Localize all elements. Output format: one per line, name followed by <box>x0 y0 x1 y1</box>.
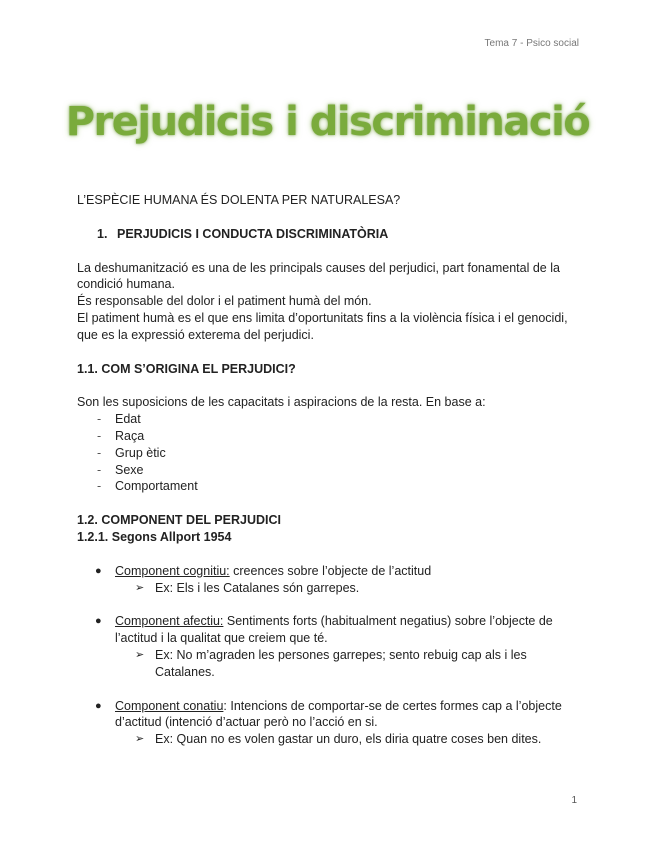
list-item <box>77 462 582 479</box>
list-item <box>77 411 582 428</box>
arrow-icon: ➢ <box>135 648 145 661</box>
component-example <box>135 580 582 597</box>
dash-marker: - <box>97 445 102 460</box>
component-bullet <box>77 698 582 732</box>
dash-marker: - <box>97 462 102 477</box>
page-title: Prejudicis i discriminació <box>65 99 590 145</box>
section-1-1-text: Son les suposicions de les capacitats i aspiracions de la resta. En base a: <box>77 395 486 410</box>
component-text: Sentiments forts (habitualment negatius) sobre l’objecte de l’actitud i la qualitat que creiem que té. <box>115 614 553 646</box>
bullet-icon: ● <box>95 615 102 628</box>
dash-marker: - <box>97 412 102 427</box>
list-item-text: Edat <box>115 412 141 427</box>
question-line: L’ESPÈCIE HUMANA ÉS DOLENTA PER NATURALESA? <box>77 193 401 207</box>
component-label: Component cognitiu: <box>115 563 230 578</box>
list-item-text: Sexe <box>115 462 144 477</box>
component-label: Component afectiu: <box>115 614 224 629</box>
intro-paragraph <box>77 260 582 344</box>
component-label: Component conatiu <box>115 698 224 713</box>
section-1-title: PERJUDICIS I CONDUCTA DISCRIMINATÒRIA <box>117 226 389 241</box>
section-1-2-1-heading: 1.2.1. Segons Allport 1954 <box>77 529 232 544</box>
bullet-icon: ● <box>95 699 102 712</box>
list-item-text: Raça <box>115 428 145 443</box>
section-1-2-heading: 1.2. COMPONENT DEL PERJUDICI <box>77 513 281 528</box>
component-example <box>135 647 582 681</box>
list-item-text: Comportament <box>115 479 198 494</box>
document-body <box>77 192 582 748</box>
component-bullet <box>77 613 582 647</box>
bullet-icon: ● <box>95 564 102 577</box>
list-item <box>77 445 582 462</box>
component-example <box>135 731 582 748</box>
section-1-number: 1. <box>97 226 108 241</box>
list-item <box>77 428 582 445</box>
list-item <box>77 478 582 495</box>
arrow-icon: ➢ <box>135 733 145 746</box>
component-text: : Intencions de comportar-se de certes formes cap a l’objecte d’actitud (intenció d’actuar però no l’acció en si. <box>115 698 562 730</box>
example-text: Ex: No m’agraden les persones garrepes; sento rebuig cap als i les Catalanes. <box>155 647 527 679</box>
dash-marker: - <box>97 479 102 494</box>
list-item-text: Grup ètic <box>115 445 166 460</box>
section-1-1-heading: 1.1. COM S’ORIGINA EL PERJUDICI? <box>77 361 296 376</box>
component-text: creences sobre l’objecte de l’actitud <box>229 563 432 578</box>
arrow-icon: ➢ <box>135 581 145 594</box>
example-text: Ex: Quan no es volen gastar un duro, els diria quatre coses ben dites. <box>155 732 542 747</box>
component-bullet <box>77 563 582 580</box>
header-note: Tema 7 - Psico social <box>484 38 579 49</box>
origin-list <box>77 411 582 495</box>
example-text: Ex: Els i les Catalanes són garrepes. <box>155 580 360 595</box>
dash-marker: - <box>97 428 102 443</box>
intro-line: El patiment humà es el que ens limita d’oportunitats fins a la violència física i el genocidi, que es la expressió exterema del perjudici. <box>77 310 568 342</box>
page-number: 1 <box>571 795 577 806</box>
section-1-heading <box>97 226 582 243</box>
intro-line: És responsable del dolor i el patiment humà del món. <box>77 294 372 309</box>
intro-line: La deshumanització es una de les principals causes del perjudici, part fonamental de la condició humana. <box>77 260 560 292</box>
